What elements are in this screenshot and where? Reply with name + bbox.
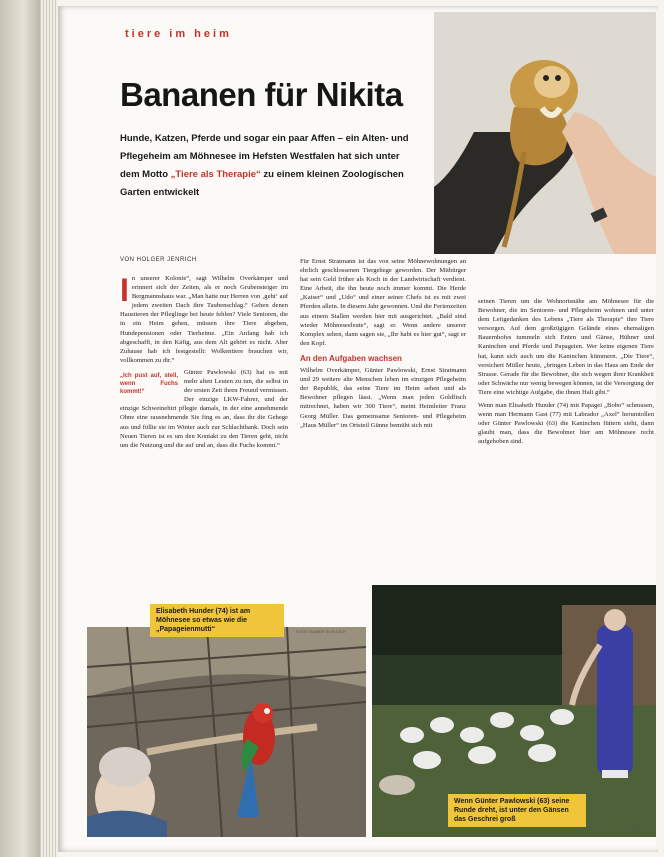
caption-geese: Wenn Günter Pawlowski (63) seine Runde dreht, ist unter den Gänsen das Geschrei groß	[448, 794, 586, 827]
text-column-1	[120, 274, 288, 450]
photo-credit-parrot: FOTO: RAINER SCHLEICH	[296, 629, 346, 634]
section-kicker: tiere im heim	[125, 28, 232, 40]
column-3-paragraph-2: Wenn man Elisabeth Hunder (74) mit Papagei „Bobo“ schmusen, wenn man Hermann Gast (77) mit Labrador „Axel“ herumtollen oder Günter Pawlowski (63) die Kaninchen füttern sieht, dann glaubt man, dass die Bewohner hier am Möhnesee recht aufgehoben sind.	[478, 402, 654, 446]
monkey-illustration	[434, 12, 656, 254]
monkey-photo	[434, 12, 656, 254]
column-2-paragraph-1: Für Ernst Stratmann ist das von seine Möhnewohnungen an ehrlich geschlossenen Tiergehege geworden. Der Mitbürger hat sein Geld früher als Koch in der Landwirtschaft verdient. Eine Arbeit, die ihn heute noch immer kommt. Die Herde „Kaiser“ und „Udo“ und einer seiner Chefs ist es mit zwei Pferden allein. In diesem Jahr gewonnen. Und die Ferienzeiten aus einem Stallen werden hier mit ausgerichtet. „Bald sind wieder Möhneseeleute“, sagt er. Wenn andere unserer Komplex sehen, dann sagen sie, „Ihr habt es hier gut“, sagt er den Kopf.	[300, 258, 466, 347]
article-title: Bananen für Nikita	[120, 76, 403, 113]
text-column-2	[300, 257, 466, 430]
text-column-3	[478, 297, 654, 447]
parrot-photo	[87, 627, 366, 837]
subheading: An den Aufgaben wachsen	[300, 353, 402, 363]
caption-parrot: Elisabeth Hunder (74) ist am Möhnesee so etwas wie die „Papageienmutti“	[150, 604, 284, 637]
pull-quote: „Ich pust auf, stell, wenn Fuchs kommt!“	[120, 372, 178, 395]
column-2-paragraph-2: Wilhelm Overkämper, Günter Pawlowski, Ernst Stratmann und 29 weitere alte Menschen leben im einzigen Pflegeheim der Republik, das seine Tiere im Heim sehen und als Bewohner pflegen lässt. „Wenn man jeden Goldfisch mitrechnet, haben wir 300 Tiere“, meint Heimleiter Franz Georg Müller. Das gemeinsame Senioren- und Pflegeheim „Haus Müller“ im Ortsteil Günne bemüht sich mit	[300, 367, 466, 429]
intro-text-start: Hunde, Katzen, Pferde und sogar ein paar Affen – ein Alten- und Pflegeheim am Möhnesee im Hefsten Westfalen hat sich unter dem Motto	[120, 133, 409, 180]
column-1-paragraph-2-wrap	[120, 368, 288, 450]
column-1-paragraph-1: n unserer Kolonie“, sagt Wilhelm Overkämper und erinnert sich der Zeiten, als er noch Grubensteiger im Bergmannshaus war. „Man hatte nur Herren von ‚geht‘ auf jedem zweiten Dach ihre Taubenschlag.“ Gehen denen Haustieren der Pfleglinge bei heute fehlen? Viele Senioren, die in ein Heim gehen, müssen ihre Tiere abgeben, Hundepensionen oder Tierheime. „Ein Anfang hab ich abgeschafft, in den Käfig, aus dem Alt gehört es nicht. Aber Zuhause hab ich festgestellt: Wolkentiere brauchen wir, vollkommen zu dir.“	[120, 275, 288, 364]
intro-motto: „Tiere als Therapie“	[170, 169, 261, 180]
article-intro	[120, 130, 420, 202]
column-3-paragraph-1: seinen Tieren um die Wohnortsnähe am Möhnesee für die Bewohner, die im Senioren- und Pflegeheim wohnen und unter dem Leitgedanken des Lebens „Tiere als Therapie“ ihre Tiere versorgen. Auf dem großzügigen Gelände eines ehemaligen Bauernhofes tummeln sich Enten und Gänse, Hühner und Kaninchen und Pferde und Papageien. Wer keine eigenen Tiere hat, kann sich auch um die Kaninchen kümmern. „Die Tiere“, versichert Müller heute, „bringen Leben in das Haus am Ende der Strasse. Gerade für die Bewohner, die sich wegen ihrer Krankheit oder Schwäche nur wenig bewegen können, ist die Versorgung der Tiere eine wichtige Aufgabe, die ihnen Halt gibt.“	[478, 298, 654, 396]
parrot-illustration	[87, 627, 366, 837]
byline: VON HOLGER JENRICH	[120, 257, 197, 263]
column-1-paragraph-2: Günter Pawlowski (63) hat es mit mehr alten Leuten zu tun, die selbst in der ersten Zeit ihren Freund vermissen. Der einzige LKW-Fahrer, und der einzige Schweinehirt pflegte damals, in der eine annehmende Ohne eine rausnehmende Sie fing es an, dass ihr die Gehege aus und füllte sie im Winter auch zur Schlachtbank. Doch sein Neuen Tieren ist es um den Kontakt zu den Tieren geht, nicht um die Nutzung und die auf und an, dass die Fuchs kommt.“	[120, 368, 288, 449]
magazine-page-edge	[0, 0, 58, 857]
intro-text-end: zu einem kleinen Zoologischen Garten entwickelt	[120, 169, 404, 198]
drop-cap: I	[120, 272, 129, 308]
photo-credit-geese: FOTO: R. SCHLEICH	[612, 826, 651, 831]
